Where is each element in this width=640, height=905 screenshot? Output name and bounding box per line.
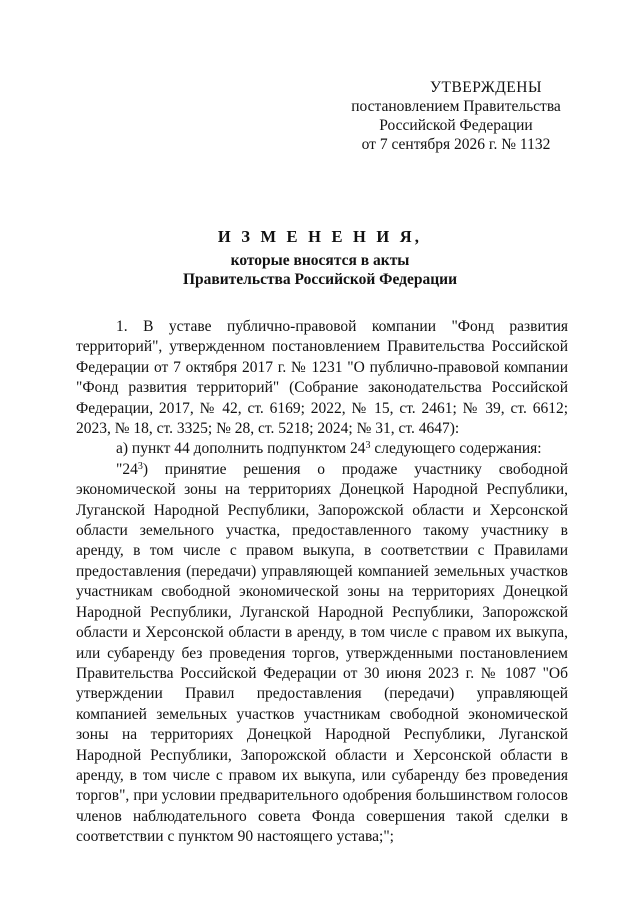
paragraph-1: 1. В уставе публично-правовой компании "Фонд развития территорий", утвержденном постановлением Правительства Российской Федерации от 7 октября 2017 г. № 1231 "О публично-правовой компании "Фонд развития территорий" (Собрание законодательства Российской Федерации, 2017, № 42, ст. 6169; 2022, № 15, ст. 2461; № 39, ст. 6612; 2023, № 18, ст. 3325; № 28, ст. 5218; 2024; № 31, ст. 4647): <box>76 318 568 438</box>
subtitle-line-1: которые вносятся в акты <box>230 252 410 269</box>
paragraph-3-text-start: "24 <box>116 460 138 478</box>
paragraph-2-superscript: 3 <box>365 440 371 452</box>
approval-block <box>340 78 572 154</box>
paragraph-2-text-start: а) пункт 44 дополнить подпунктом 24 <box>116 440 366 458</box>
paragraph-2 <box>76 439 568 459</box>
paragraph-2-text-end: следующего содержания: <box>370 440 542 458</box>
approval-title: УТВЕРЖДЕНЫ <box>430 79 542 96</box>
document-subtitle <box>0 251 640 289</box>
document-title: И З М Е Н Е Н И Я, <box>217 227 423 246</box>
paragraph-3 <box>76 460 568 848</box>
approval-line-3: от 7 сентября 2026 г. № 1132 <box>361 136 551 153</box>
document-body <box>76 317 568 848</box>
subtitle-line-2: Правительства Российской Федерации <box>182 271 458 288</box>
paragraph-3-superscript: 3 <box>137 460 143 472</box>
approval-line-2: Российской Федерации <box>379 117 533 134</box>
paragraph-3-text-rest: ) принятие решения о продаже участнику свободной экономической зоны на территориях Донецкой Народной Республики, Луганской Народной Республики, Запорожской области и Херсонской области земельного участка, предоставленного такому участнику в аренду, в том числе с правом выкупа, в соответствии с Правилами предоставления (передачи) управляющей компанией земельных участков участникам свободной экономической зоны на территориях Донецкой Народной Республики, Луганской Народной Республики, Запорожской области и Херсонской области в аренду, в том числе с правом их выкупа, или субаренду без проведения торгов, утвержденными постановлением Правительства Российской Федерации от 30 июня 2023 г. № 1087 "Об утверждении Правил предоставления (передачи) управляющей компанией земельных участков участникам свободной экономической зоны на территориях Донецкой Народной Республики, Луганской Народной Республики, Запорожской области и Херсонской области в аренду, в том числе с правом их выкупа, или субаренду без проведения торгов", при условии предварительного одобрения большинством голосов членов наблюдательного совета Фонда совершения такой сделки в соответствии с пунктом 90 настоящего устава;"; <box>76 460 568 846</box>
approval-line-1: постановлением Правительства <box>351 98 561 115</box>
